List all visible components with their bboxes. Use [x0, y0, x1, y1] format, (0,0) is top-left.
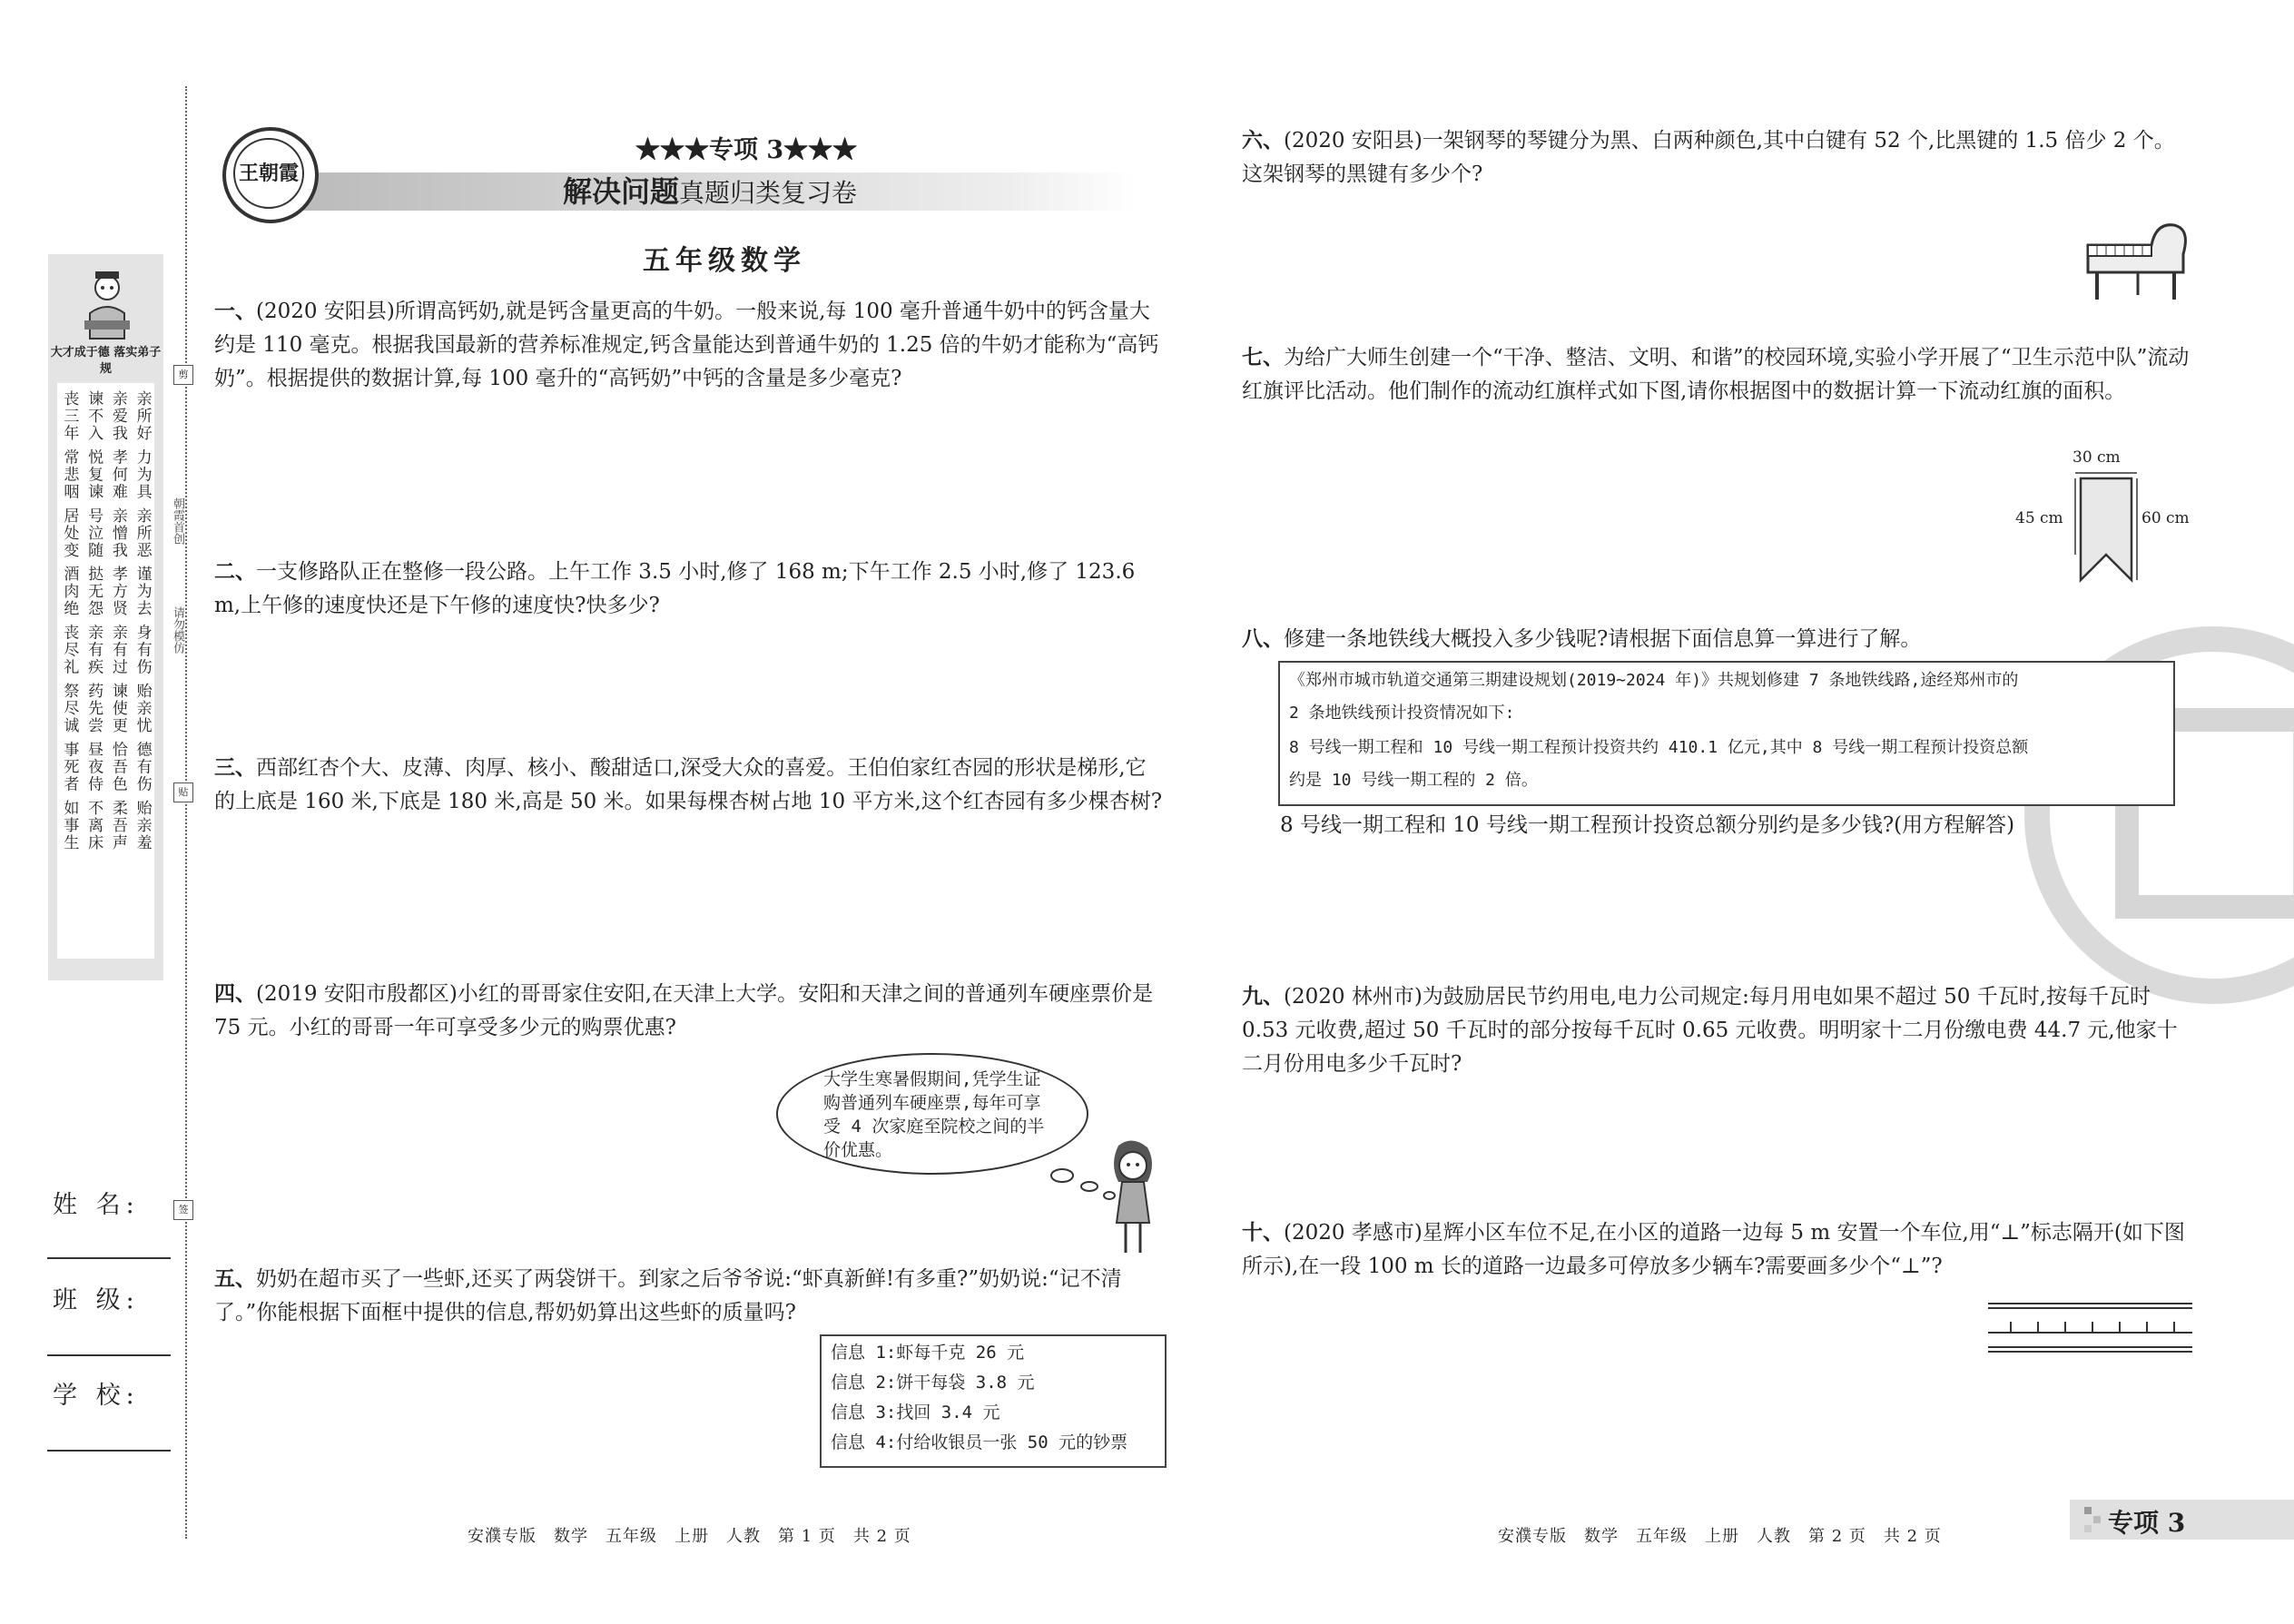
- motto-caption: 大才成于德 落实弟子规: [50, 346, 162, 376]
- question-6: 六、(2020 安阳县)一架钢琴的琴键分为黑、白两种颜色,其中白键有 52 个,比黑键的 1.5 倍少 2 个。这架钢琴的黑键有多少个?: [1242, 129, 2175, 186]
- question-2: 二、一支修路队正在整修一段公路。上午工作 3.5 小时,修了 168 m;下午工作 2.5 小时,修了 123.6 m,上午修的速度快还是下午修的速度快?快多少?: [214, 560, 1136, 617]
- metro-line: 8 号线一期工程和 10 号线一期工程预计投资共约 410.1 亿元,其中 8 号线一期工程预计投资总额: [1289, 738, 2029, 757]
- scholar-illustration: [84, 268, 130, 340]
- metro-question: 8 号线一期工程和 10 号线一期工程预计投资总额分别约是多少钱?(用方程解答): [1280, 813, 2015, 837]
- metro-line: 2 条地铁线预计投资情况如下:: [1289, 704, 1515, 723]
- class-line[interactable]: [47, 1354, 171, 1356]
- question-10: 十、(2020 孝感市)星辉小区车位不足,在小区的道路一边每 5 m 安置一个车位,用“⊥”标志隔开(如下图所示),在一段 100 m 长的道路一边最多可停放多少辆车?需要画多少个“⊥”?: [1242, 1221, 2185, 1278]
- class-label: 班 级:: [53, 1286, 140, 1314]
- fold-dotted-line: [185, 86, 187, 1539]
- question-7: 七、为给广大师生创建一个“干净、整洁、文明、和谐”的校园环境,实验小学开展了“卫生示范中队”流动红旗评比活动。他们制作的流动红旗样式如下图,请你根据图中的数据计算一下流动红旗的面积。: [1242, 346, 2190, 403]
- question-1: 一、(2020 安阳县)所谓高钙奶,就是钙含量更高的牛奶。一般来说,每 100 毫升普通牛奶中的钙含量大约是 110 毫克。根据我国最新的营养标准规定,钙含量能达到普通牛奶的 1.25 倍的牛奶才能称为“高钙奶”。根据提供的数据计算,每 100 毫升的“高钙奶”中钙的含量是多少毫克?: [214, 300, 1159, 390]
- name-label: 姓 名:: [53, 1191, 140, 1219]
- section-tab-label: 专项 3: [2108, 1508, 2186, 1538]
- question-5: 五、奶奶在超市买了一些虾,还买了两袋饼干。到家之后爷爷说:“虾真新鲜!有多重?”奶奶说:“记不清了。”你能根据下面框中提供的信息,帮奶奶算出这些虾的质量吗?: [214, 1267, 1122, 1324]
- question-9: 九、(2020 林州市)为鼓励居民节约用电,电力公司规定:每月用电如果不超过 50 千瓦时,按每千瓦时 0.53 元收费,超过 50 千瓦时的部分按每千瓦时 0.65 元收费。明明家十二月份缴电费 44.7 元,他家十二月份用电多少千瓦时?: [1242, 985, 2178, 1076]
- motto-column: 亲所好 力为具 亲所恶 谨为去 身有伤 贻亲忧 德有伤 贻亲羞: [133, 390, 152, 851]
- bubble-text: 大学生寒暑假期间,凭学生证购普通列车硬座票,每年可享受 4 次家庭至院校之间的半价优惠。: [823, 1069, 1045, 1160]
- info-line: 信息 4:付给收银员一张 50 元的钞票: [831, 1432, 1128, 1452]
- speech-bubble: [776, 1053, 1088, 1175]
- flag-left-dimension: 45 cm: [2015, 509, 2063, 527]
- page-title: [563, 172, 857, 212]
- info-box: [820, 1334, 1167, 1468]
- info-line: 信息 3:找回 3.4 元: [831, 1403, 1000, 1422]
- parking-marks-diagram: [1988, 1296, 2197, 1360]
- flag-top-dimension: 30 cm: [2072, 448, 2121, 467]
- title-bold: 解决问题: [563, 174, 680, 209]
- school-line[interactable]: [47, 1450, 171, 1452]
- info-line: 信息 1:虾每千克 26 元: [831, 1343, 1025, 1363]
- question-8: 八、修建一条地铁线大概投入多少钱呢?请根据下面信息算一算进行了解。: [1242, 627, 1922, 651]
- motto-column: 丧三年 常悲咽 居处变 酒肉绝 丧尽礼 祭尽诚 事死者 如事生: [60, 390, 79, 851]
- cut-mark: 贴: [173, 782, 193, 802]
- tab-decoration-icon: [2084, 1507, 2106, 1532]
- metro-line: 《郑州市城市轨道交通第三期建设规划(2019~2024 年)》共规划修建 7 条地铁线路,途经郑州市的: [1289, 671, 2019, 690]
- name-line[interactable]: [47, 1257, 171, 1259]
- flag-right-dimension: 60 cm: [2141, 509, 2190, 527]
- series-label: ★★★专项 3★★★: [635, 136, 858, 164]
- metro-info-box: [1278, 661, 2175, 806]
- girl-illustration: [1100, 1137, 1164, 1259]
- flag-diagram: [2070, 468, 2142, 586]
- footer-left: 安濮专版 数学 五年级 上册 人教 第 1 页 共 2 页: [468, 1527, 911, 1546]
- school-label: 学 校:: [53, 1382, 140, 1410]
- vertical-note: 朝霞首创: [171, 497, 184, 545]
- title-rest: 真题归类复习卷: [679, 178, 858, 208]
- motto-column: 亲爱我 孝何难 亲憎我 孝方贤 亲有过 谏使更 恰吾色 柔吾声: [108, 390, 127, 851]
- question-3: 三、西部红杏个大、皮薄、肉厚、核小、酸甜适口,深受大众的喜爱。王伯伯家红杏园的形状是梯形,它的上底是 160 米,下底是 180 米,高是 50 米。如果每棵杏树占地 10 平方米,这个红杏园有多少棵杏树?: [214, 756, 1163, 813]
- info-line: 信息 2:饼干每袋 3.8 元: [831, 1373, 1035, 1393]
- vertical-note: 请勿模仿: [171, 606, 184, 654]
- question-4: 四、(2019 安阳市殷都区)小红的哥哥家住安阳,在天津上大学。安阳和天津之间的普通列车硬座票价是 75 元。小红的哥哥一年可享受多少元的购票优惠?: [214, 982, 1154, 1039]
- metro-line: 约是 10 号线一期工程的 2 倍。: [1289, 771, 1538, 790]
- brand-logo: 王朝霞: [233, 138, 304, 209]
- cut-mark: 签: [173, 1200, 193, 1220]
- motto-text-area: [57, 383, 154, 959]
- cut-mark: 剪: [173, 365, 193, 385]
- brand-badge: [222, 127, 319, 223]
- motto-panel: [48, 254, 163, 980]
- footer-right: 安濮专版 数学 五年级 上册 人教 第 2 页 共 2 页: [1498, 1527, 1942, 1546]
- piano-illustration: [2083, 218, 2192, 304]
- motto-column: 谏不入 悦复谏 号泣随 挞无怨 亲有疾 药先尝 昼夜侍 不离床: [84, 390, 103, 851]
- page-subtitle: 五年级数学: [643, 245, 806, 277]
